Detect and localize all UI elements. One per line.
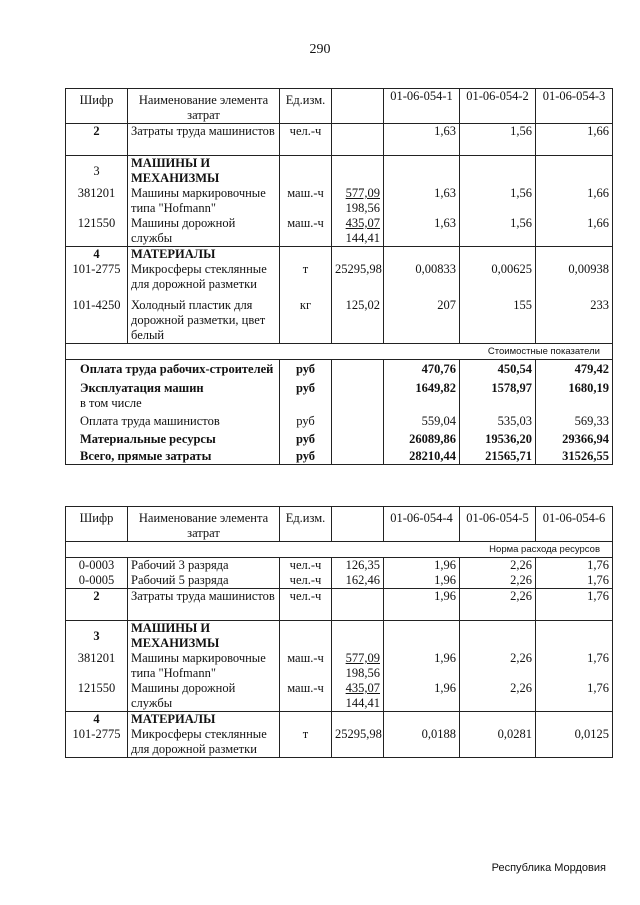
table-row [66, 292, 613, 344]
cost-row [66, 447, 613, 465]
resource-table-2 [65, 506, 613, 758]
row-code: 121550 [66, 681, 128, 712]
cost-value-1: 26089,86 [384, 429, 460, 447]
table-row [66, 216, 613, 247]
cost-name: Оплата труда машинистов [66, 411, 280, 429]
row-value-3: 1,76 [536, 651, 613, 681]
table-row [66, 681, 613, 712]
row-value-2: 2,26 [460, 681, 536, 712]
row-value-3: 1,76 [536, 681, 613, 712]
table-header-row [66, 89, 613, 124]
row-name: МАТЕРИАЛЫ Микросферы стеклянные для дорожной разметки [128, 247, 280, 293]
cost-unit: руб [280, 429, 332, 447]
cost-value-3: 29366,94 [536, 429, 613, 447]
section-label-row [66, 344, 613, 360]
row-code: 2 [66, 124, 128, 156]
row-value-3: 0,00938 [536, 247, 613, 293]
table-row [66, 247, 613, 293]
header-price [332, 89, 384, 124]
row-unit: маш.-ч [280, 681, 332, 712]
cost-value-3: 1680,19 [536, 377, 613, 411]
row-code: 101-4250 [66, 292, 128, 344]
cost-row [66, 360, 613, 378]
row-value-2: 2,26 [460, 589, 536, 621]
cost-row [66, 429, 613, 447]
row-value-2: 1,56 [460, 186, 536, 216]
row-price [332, 124, 384, 156]
row-value-1: 207 [384, 292, 460, 344]
footer-region: Республика Мордовия [491, 862, 606, 874]
table-row [66, 124, 613, 156]
row-name: Холодный пластик для дорожной разметки, цвет белый [128, 292, 280, 344]
row-value-3: 0,0125 [536, 712, 613, 758]
cost-value-2: 19536,20 [460, 429, 536, 447]
cost-name: Эксплуатация машин в том числе [66, 377, 280, 411]
header-code: Шифр [66, 89, 128, 124]
cost-value-2: 21565,71 [460, 447, 536, 465]
cost-value-1: 28210,44 [384, 447, 460, 465]
row-price: 577,09 198,56 [332, 186, 384, 216]
table-header-row [66, 507, 613, 542]
table-row [66, 186, 613, 216]
row-name: Машины дорожной службы [128, 681, 280, 712]
row-value-1: 1,96 [384, 558, 460, 574]
row-value-1: 1,96 [384, 573, 460, 589]
cost-value-2: 535,03 [460, 411, 536, 429]
cost-name: Оплата труда рабочих-строителей [66, 360, 280, 378]
cost-row [66, 377, 613, 411]
row-name: МАТЕРИАЛЫ Микросферы стеклянные для дорожной разметки [128, 712, 280, 758]
table-row [66, 558, 613, 574]
row-price: 577,09 198,56 [332, 651, 384, 681]
row-unit: маш.-ч [280, 186, 332, 216]
row-value-2: 1,56 [460, 124, 536, 156]
cost-unit: руб [280, 411, 332, 429]
row-value-3: 1,66 [536, 124, 613, 156]
row-value-3: 1,76 [536, 573, 613, 589]
row-value-3: 1,76 [536, 589, 613, 621]
row-value-3: 1,66 [536, 216, 613, 247]
section-label: Стоимостные показатели [66, 344, 613, 360]
row-code: 3 [66, 621, 128, 652]
row-code: 0-0003 [66, 558, 128, 574]
row-value-3: 233 [536, 292, 613, 344]
header-col3: 01-06-054-3 [536, 89, 613, 124]
page-number: 290 [309, 42, 331, 57]
row-unit: кг [280, 292, 332, 344]
header-col1: 01-06-054-1 [384, 89, 460, 124]
cost-value-2: 1578,97 [460, 377, 536, 411]
row-name: Машины маркировочные типа "Hofmann" [128, 651, 280, 681]
row-value-1: 1,96 [384, 589, 460, 621]
row-unit: маш.-ч [280, 651, 332, 681]
row-code: 121550 [66, 216, 128, 247]
header-col2: 01-06-054-5 [460, 507, 536, 542]
row-value-2: 0,00625 [460, 247, 536, 293]
row-code: 4 101-2775 [66, 712, 128, 758]
row-value-2: 1,56 [460, 216, 536, 247]
row-unit: чел.-ч [280, 589, 332, 621]
table-row [66, 589, 613, 621]
header-name: Наименование элемента затрат [128, 507, 280, 542]
header-col2: 01-06-054-2 [460, 89, 536, 124]
row-price: 162,46 [332, 573, 384, 589]
section-title: МАШИНЫ И МЕХАНИЗМЫ [128, 621, 280, 652]
cost-value-1: 559,04 [384, 411, 460, 429]
row-value-1: 1,63 [384, 216, 460, 247]
row-value-2: 2,26 [460, 558, 536, 574]
row-unit: чел.-ч [280, 558, 332, 574]
row-name: Рабочий 5 разряда [128, 573, 280, 589]
cost-value-3: 569,33 [536, 411, 613, 429]
row-unit: чел.-ч [280, 573, 332, 589]
table-row [66, 156, 613, 187]
section-title: МАШИНЫ И МЕХАНИЗМЫ [128, 156, 280, 187]
header-name: Наименование элемента затрат [128, 89, 280, 124]
row-value-2: 2,26 [460, 651, 536, 681]
table-row [66, 573, 613, 589]
cost-unit: руб [280, 360, 332, 378]
row-price: 125,02 [332, 292, 384, 344]
header-code: Шифр [66, 507, 128, 542]
row-unit: т [280, 247, 332, 293]
row-value-2: 2,26 [460, 573, 536, 589]
cost-unit: руб [280, 447, 332, 465]
row-value-1: 0,00833 [384, 247, 460, 293]
table-row [66, 651, 613, 681]
row-value-1: 0,0188 [384, 712, 460, 758]
table-row [66, 712, 613, 758]
row-code: 381201 [66, 186, 128, 216]
row-price: 435,07 144,41 [332, 216, 384, 247]
row-name: Затраты труда машинистов [128, 589, 280, 621]
row-price: 126,35 [332, 558, 384, 574]
row-price: 25295,98 [332, 712, 384, 758]
row-value-3: 1,66 [536, 186, 613, 216]
row-name: Рабочий 3 разряда [128, 558, 280, 574]
row-value-2: 155 [460, 292, 536, 344]
row-name: Машины маркировочные типа "Hofmann" [128, 186, 280, 216]
row-price: 25295,98 [332, 247, 384, 293]
row-value-3: 1,76 [536, 558, 613, 574]
table-row [66, 621, 613, 652]
header-price [332, 507, 384, 542]
row-value-1: 1,96 [384, 681, 460, 712]
row-price: 435,07 144,41 [332, 681, 384, 712]
row-name: Затраты труда машинистов [128, 124, 280, 156]
cost-value-1: 1649,82 [384, 377, 460, 411]
header-col3: 01-06-054-6 [536, 507, 613, 542]
cost-name: Материальные ресурсы [66, 429, 280, 447]
cost-value-2: 450,54 [460, 360, 536, 378]
row-value-1: 1,96 [384, 651, 460, 681]
row-code: 4 101-2775 [66, 247, 128, 293]
resource-table-1 [65, 88, 613, 465]
header-unit: Ед.изм. [280, 89, 332, 124]
cost-name: Всего, прямые затраты [66, 447, 280, 465]
row-value-1: 1,63 [384, 186, 460, 216]
section-label-row [66, 542, 613, 558]
row-unit: маш.-ч [280, 216, 332, 247]
row-name: Машины дорожной службы [128, 216, 280, 247]
section-label: Норма расхода ресурсов [66, 542, 613, 558]
row-code: 381201 [66, 651, 128, 681]
cost-row [66, 411, 613, 429]
header-unit: Ед.изм. [280, 507, 332, 542]
row-unit: чел.-ч [280, 124, 332, 156]
row-value-2: 0,0281 [460, 712, 536, 758]
header-col1: 01-06-054-4 [384, 507, 460, 542]
row-code: 0-0005 [66, 573, 128, 589]
cost-value-3: 479,42 [536, 360, 613, 378]
row-code: 3 [66, 156, 128, 187]
row-price [332, 589, 384, 621]
row-code: 2 [66, 589, 128, 621]
cost-value-1: 470,76 [384, 360, 460, 378]
row-unit: т [280, 712, 332, 758]
cost-value-3: 31526,55 [536, 447, 613, 465]
cost-unit: руб [280, 377, 332, 411]
row-value-1: 1,63 [384, 124, 460, 156]
